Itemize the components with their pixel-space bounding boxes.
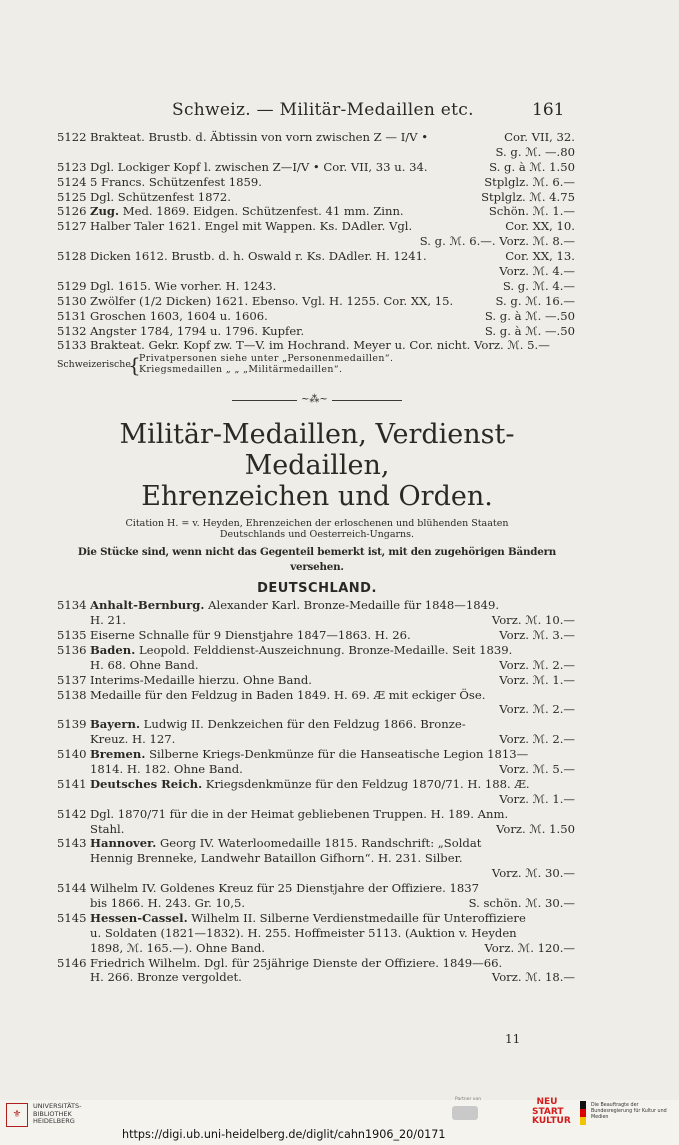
entry-description: Kriegsdenkmünze für den Feldzug 1870/71. H. 188. Æ. — [202, 776, 530, 791]
catalog-entry-line — [57, 598, 577, 613]
entry-text — [90, 175, 262, 190]
entry-text — [90, 688, 485, 703]
entry-heading: Deutsches Reich. — [90, 776, 203, 791]
citation-line-1: Citation H. = v. Heyden, Ehrenzeichen der erloschenen und blühenden Staaten — [125, 518, 509, 530]
entry-description: Dgl. 1870/71 für die in der Heimat gebliebenen Truppen. H. 189. Anm. — [90, 806, 509, 821]
federal-commissioner-text[interactable]: Die Beauftragte der Bundesregierung für Kultur und Medien — [591, 1103, 667, 1120]
entry-text — [90, 643, 512, 658]
entry-text — [90, 822, 124, 837]
catalog-entry-line — [57, 249, 577, 264]
entry-description: H. 266. Bronze vergoldet. — [90, 970, 242, 985]
permalink-url[interactable]: https://digi.ub.uni-heidelberg.de/diglit/cahn1906_20/0171 — [122, 1128, 446, 1141]
uni-name-line-1: UNIVERSITÄTS- — [33, 1102, 82, 1110]
catalog-entry-line — [57, 822, 577, 837]
entry-description: Brakteat. Brustb. d. Äbtissin von vorn zwischen Z — I/V • — [90, 130, 429, 144]
entry-text — [90, 294, 453, 309]
entry-text — [90, 717, 466, 732]
entry-price: Stplglz. ℳ. 6.— — [484, 174, 575, 189]
page-header — [0, 100, 679, 126]
entry-text — [90, 613, 126, 628]
entry-number: 5129 — [57, 278, 87, 293]
chapter-title-line-2: Ehrenzeichen und Orden. — [141, 481, 493, 513]
catalog-entry-line — [57, 956, 577, 971]
entry-text — [90, 130, 428, 145]
entry-price: S. g. ℳ. 6.—. Vorz. ℳ. 8.— — [419, 234, 575, 249]
entry-text — [90, 628, 411, 643]
entry-heading: Hannover. — [90, 836, 157, 851]
entry-description: Med. 1869. Eidgen. Schützenfest. 41 mm. Zinn. — [119, 204, 404, 219]
entry-price: Vorz. ℳ. 2.— — [499, 702, 575, 717]
entry-price: S. g. ℳ. 16.— — [495, 293, 575, 308]
entry-text — [90, 941, 265, 956]
catalog-entry-line — [57, 896, 577, 911]
entry-description: Medaille für den Feldzug in Baden 1849. H. 69. Æ mit eckiger Öse. — [90, 687, 486, 702]
entry-description: u. Soldaten (1821—1832). H. 255. Hoffmeister 5113. (Auktion v. Heyden — [90, 925, 517, 940]
entry-description: 1898, ℳ. 165.—). Ohne Band. — [90, 940, 265, 955]
crossref-label: Schweizerische — [57, 359, 131, 371]
university-name[interactable] — [33, 1103, 82, 1126]
catalog-entry-line — [57, 264, 577, 279]
entry-description: Georg IV. Waterloomedaille 1815. Randschrift: „Soldat — [156, 836, 482, 851]
catalog-entry-line — [57, 866, 577, 881]
catalog-entry-line — [57, 836, 577, 851]
entry-number: 5133 — [57, 338, 87, 353]
entry-price: Vorz. ℳ. 120.— — [484, 940, 575, 955]
catalog-entry-line — [57, 338, 577, 353]
entry-text — [90, 324, 304, 339]
entry-description: 5 Francs. Schützenfest 1859. — [90, 174, 262, 189]
entry-text — [90, 279, 276, 294]
entry-price: S. schön. ℳ. 30.— — [468, 895, 575, 910]
brace-icon: { — [128, 353, 141, 378]
page-number: 161 — [532, 100, 565, 120]
entry-description: Wilhelm II. Silberne Verdienstmedaille für Unteroffiziere — [187, 910, 526, 925]
entry-description: Dgl. Schützenfest 1872. — [90, 189, 231, 204]
catalog-entry-line — [57, 762, 577, 777]
catalog-entry-line — [57, 911, 577, 926]
entry-description: Hennig Brenneke, Landwehr Bataillon Gifhorn“. H. 231. Silber. — [90, 851, 463, 866]
crossref-line-1: Privatpersonen siehe unter „Personenmedaillen“. — [139, 353, 394, 365]
catalog-entry-line — [57, 219, 577, 234]
entry-text — [90, 881, 479, 896]
entry-text — [90, 658, 199, 673]
entry-price: Vorz. ℳ. 2.— — [499, 732, 575, 747]
catalog-entry-line — [57, 130, 577, 145]
catalog-entry-line — [57, 324, 577, 339]
neustart-line-1: NEU — [536, 1097, 558, 1107]
crossref-note — [57, 353, 577, 383]
catalog-entry-line — [57, 613, 577, 628]
catalog-entry-line — [57, 688, 577, 703]
entry-description: Zwölfer (1/2 Dicken) 1621. Ebenso. Vgl. H. 1255. Cor. XX, 15. — [90, 293, 454, 308]
entry-description: Dgl. 1615. Wie vorher. H. 1243. — [90, 278, 277, 293]
entry-price: Vorz. ℳ. 18.— — [491, 970, 575, 985]
catalog-entry-line — [57, 673, 577, 688]
entry-number: 5126 — [57, 204, 87, 219]
catalog-content — [57, 130, 577, 985]
entry-description: Halber Taler 1621. Engel mit Wappen. Ks. DAdler. Vgl. — [90, 219, 413, 234]
catalog-entry-line — [57, 175, 577, 190]
entry-price: Cor. VII, 32. — [504, 130, 575, 144]
entry-text — [90, 956, 502, 971]
entry-text — [90, 190, 231, 205]
neustart-line-3: KULTUR — [532, 1116, 571, 1126]
catalog-entry-line — [57, 309, 577, 324]
entry-text — [90, 309, 268, 324]
entry-number: 5134 — [57, 598, 87, 613]
entry-number: 5146 — [57, 955, 87, 970]
partner-label: Partner von — [455, 1097, 482, 1102]
entry-description: Alexander Karl. Bronze-Medaille für 1848—1849. — [204, 598, 500, 613]
entry-price: Vorz. ℳ. 1.— — [499, 672, 575, 687]
entry-number: 5141 — [57, 776, 87, 791]
uni-name-line-2: BIBLIOTHEK — [33, 1109, 72, 1118]
entry-text — [90, 836, 481, 851]
entry-heading: Baden. — [90, 642, 136, 657]
entry-price: S. g. à ℳ. 1.50 — [489, 159, 575, 174]
catalog-entry-line — [57, 732, 577, 747]
entry-heading: Anhalt-Bernburg. — [90, 598, 205, 613]
entry-price: S. g. à ℳ. —.50 — [484, 308, 575, 323]
crossref-line-2: Kriegsmedaillen „ „ „Militärmedaillen“. — [139, 364, 343, 376]
section-title: DEUTSCHLAND. — [257, 581, 377, 597]
university-logo-icon[interactable]: ⚜ — [6, 1103, 28, 1127]
chapter-title-line-1: Militär-Medaillen, Verdienst-Medaillen, — [119, 419, 515, 482]
catalog-entry-line — [57, 204, 577, 219]
entry-number: 5127 — [57, 219, 87, 234]
entry-description: Dgl. Lockiger Kopf l. zwischen Z—I/V • Cor. VII, 33 u. 34. — [90, 159, 428, 174]
entry-heading: Bayern. — [90, 717, 140, 732]
catalog-entry-line — [57, 145, 577, 160]
divider-ornament-icon: ~⁂~ — [297, 393, 332, 408]
entry-description: Kreuz. H. 127. — [90, 732, 176, 747]
entry-text — [90, 970, 242, 985]
entry-text — [90, 338, 550, 353]
entry-price: Vorz. ℳ. 2.— — [499, 657, 575, 672]
entries-main — [57, 598, 577, 985]
entry-text — [90, 160, 428, 175]
catalog-entry-line — [57, 702, 577, 717]
entry-description: Ludwig II. Denkzeichen für den Feldzug 1866. Bronze- — [140, 717, 466, 732]
entry-number: 5144 — [57, 881, 87, 896]
catalog-entry-line — [57, 807, 577, 822]
entry-number: 5131 — [57, 308, 87, 323]
entry-number: 5132 — [57, 323, 87, 338]
entry-description: Dicken 1612. Brustb. d. h. Oswald r. Ks. DAdler. H. 1241. — [90, 249, 427, 264]
entry-description: Interims-Medaille hierzu. Ohne Band. — [90, 672, 312, 687]
entry-text — [90, 732, 175, 747]
entry-text — [90, 896, 245, 911]
entry-price: S. g. à ℳ. —.50 — [484, 323, 575, 338]
entry-price: Cor. XX, 10. — [505, 219, 575, 234]
entry-text — [90, 777, 530, 792]
entry-text — [90, 926, 517, 941]
entry-number: 5138 — [57, 687, 87, 702]
entry-text — [90, 598, 499, 613]
catalog-entry-line — [57, 190, 577, 205]
entry-text — [90, 762, 243, 777]
citation-line-2: Deutschlands und Oesterreich-Ungarns. — [219, 529, 415, 541]
entry-heading: Hessen-Cassel. — [90, 910, 188, 925]
catalog-entry-line — [57, 747, 577, 762]
entry-number: 5140 — [57, 747, 87, 762]
neustart-kultur-logo[interactable] — [532, 1097, 571, 1127]
entry-text — [90, 851, 463, 866]
entry-description: Angster 1784, 1794 u. 1796. Kupfer. — [90, 323, 305, 338]
catalog-entry-line — [57, 643, 577, 658]
running-title: Schweiz. — Militär-Medaillen etc. — [172, 100, 474, 120]
catalog-entry-line — [57, 628, 577, 643]
entry-price: Vorz. ℳ. 5.— — [499, 761, 575, 776]
citation-note — [57, 518, 577, 540]
entry-number: 5124 — [57, 174, 87, 189]
chapter-title — [57, 419, 577, 512]
entry-text — [90, 747, 528, 762]
catalog-entry-line — [57, 926, 577, 941]
entry-description: Silberne Kriegs-Denkmünze für die Hanseatische Legion 1813— — [145, 747, 529, 762]
entry-number: 5125 — [57, 189, 87, 204]
entry-text — [90, 807, 508, 822]
entry-description: Friedrich Wilhelm. Dgl. für 25jährige Dienste der Offiziere. 1849—66. — [90, 955, 503, 970]
catalog-entry-line — [57, 279, 577, 294]
entry-price: Vorz. ℳ. 4.— — [499, 264, 575, 279]
entry-description: Brakteat. Gekr. Kopf zw. T—V. im Hochrand. Meyer u. Cor. nicht. Vorz. ℳ. 5.— — [90, 338, 550, 353]
catalog-entry-line — [57, 234, 577, 249]
catalog-entry-line — [57, 851, 577, 866]
entry-price: Cor. XX, 13. — [505, 249, 575, 264]
entry-price: Vorz. ℳ. 1.50 — [496, 821, 575, 836]
entry-number: 5142 — [57, 806, 87, 821]
catalog-entry-line — [57, 792, 577, 807]
catalog-entry-line — [57, 160, 577, 175]
catalog-entry-line — [57, 941, 577, 956]
entry-number: 5128 — [57, 249, 87, 264]
catalog-entry-line — [57, 777, 577, 792]
entry-description: Groschen 1603, 1604 u. 1606. — [90, 308, 268, 323]
entry-text — [90, 673, 312, 688]
catalog-entry-line — [57, 717, 577, 732]
entry-number: 5123 — [57, 159, 87, 174]
entry-heading: Bremen. — [90, 747, 146, 762]
entry-price: S. g. ℳ. 4.— — [502, 278, 575, 293]
uni-name-line-3: HEIDELBERG — [33, 1117, 75, 1125]
entry-number: 5130 — [57, 293, 87, 308]
entry-text — [90, 249, 427, 264]
entry-text — [90, 911, 526, 926]
entry-price: Vorz. ℳ. 30.— — [491, 866, 575, 881]
entry-text — [90, 219, 412, 234]
entry-number: 5136 — [57, 642, 87, 657]
entry-description: Wilhelm IV. Goldenes Kreuz für 25 Dienstjahre der Offiziere. 1837 — [90, 881, 480, 896]
neustart-line-2: START — [532, 1106, 564, 1117]
entry-number: 5135 — [57, 627, 87, 642]
federal-eagle-icon — [580, 1101, 586, 1125]
catalog-entry-line — [57, 881, 577, 896]
signature-mark: 11 — [505, 1032, 521, 1046]
entry-price: Schön. ℳ. 1.— — [488, 204, 575, 219]
entry-number: 5145 — [57, 910, 87, 925]
entry-description: bis 1866. H. 243. Gr. 10,5. — [90, 895, 246, 910]
catalog-entry-line — [57, 294, 577, 309]
entry-number: 5143 — [57, 836, 87, 851]
partner-logo-icon[interactable] — [452, 1106, 478, 1120]
entry-description: H. 68. Ohne Band. — [90, 657, 199, 672]
entry-description: Eiserne Schnalle für 9 Dienstjahre 1847—1863. H. 26. — [90, 627, 411, 642]
entry-number: 5139 — [57, 717, 87, 732]
entry-price: Vorz. ℳ. 1.— — [499, 791, 575, 806]
catalog-entry-line — [57, 970, 577, 985]
entry-price: S. g. ℳ. —.80 — [495, 144, 575, 159]
entry-heading: Zug. — [90, 204, 120, 219]
entry-price: Vorz. ℳ. 3.— — [499, 627, 575, 642]
entry-description: H. 21. — [90, 613, 126, 628]
ribbon-note: Die Stücke sind, wenn nicht das Gegenteil bemerkt ist, mit den zugehörigen Bändern versehen. — [77, 546, 557, 574]
entry-description: Stahl. — [90, 821, 125, 836]
entry-price: Vorz. ℳ. 10.— — [491, 613, 575, 628]
entry-description: Leopold. Felddienst-Auszeichnung. Bronze-Medaille. Seit 1839. — [135, 642, 513, 657]
ornamental-divider — [57, 383, 577, 419]
catalog-entry-line — [57, 658, 577, 673]
entries-top — [57, 130, 577, 353]
entry-number: 5137 — [57, 672, 87, 687]
entry-number: 5122 — [57, 130, 87, 144]
entry-price: Stplglz. ℳ. 4.75 — [481, 189, 575, 204]
entry-description: 1814. H. 182. Ohne Band. — [90, 761, 243, 776]
entry-text — [90, 204, 404, 219]
